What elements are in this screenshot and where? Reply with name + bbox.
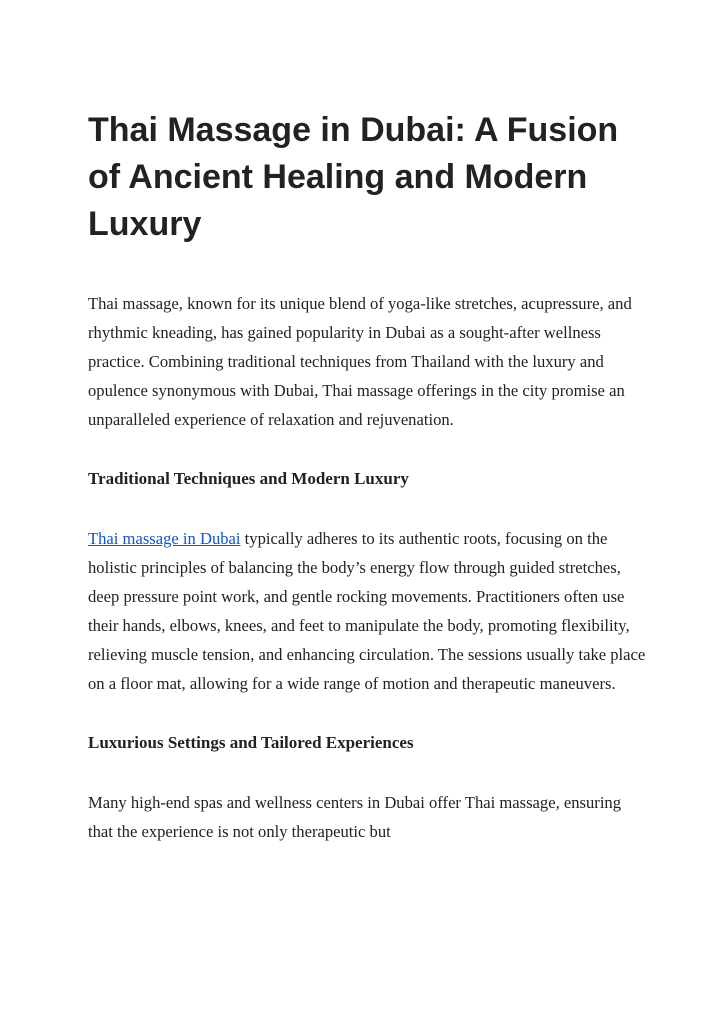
- techniques-paragraph: [88, 524, 648, 698]
- techniques-paragraph-text: typically adheres to its authentic roots, focusing on the holistic principles of balancing the body’s energy flow through guided stretches, deep pressure point work, and gentle rocking movements. Practitioners often use their hands, elbows, knees, and feet to manipulate the body, promoting flexibility, relieving muscle tension, and enhancing circulation. The sessions usually take place on a floor mat, allowing for a wide range of motion and therapeutic maneuvers.: [88, 529, 646, 693]
- settings-paragraph: Many high-end spas and wellness centers in Dubai offer Thai massage, ensuring that the experience is not only therapeutic but: [88, 793, 622, 841]
- intro-paragraph: Thai massage, known for its unique blend of yoga-like stretches, acupressure, and rhythmic kneading, has gained popularity in Dubai as a sought-after wellness practice. Combining traditional techniques from Thailand with the luxury and opulence synonymous with Dubai, Thai massage offerings in the city promise an unparalleled experience of relaxation and rejuvenation.: [88, 294, 632, 429]
- section-heading-settings: Luxurious Settings and Tailored Experiences: [88, 733, 414, 752]
- article-content: [88, 107, 648, 846]
- section-heading-techniques: Traditional Techniques and Modern Luxury: [88, 469, 409, 488]
- thai-massage-dubai-link[interactable]: Thai massage in Dubai: [88, 529, 241, 548]
- page-title: Thai Massage in Dubai: A Fusion of Ancient Healing and Modern Luxury: [88, 111, 619, 243]
